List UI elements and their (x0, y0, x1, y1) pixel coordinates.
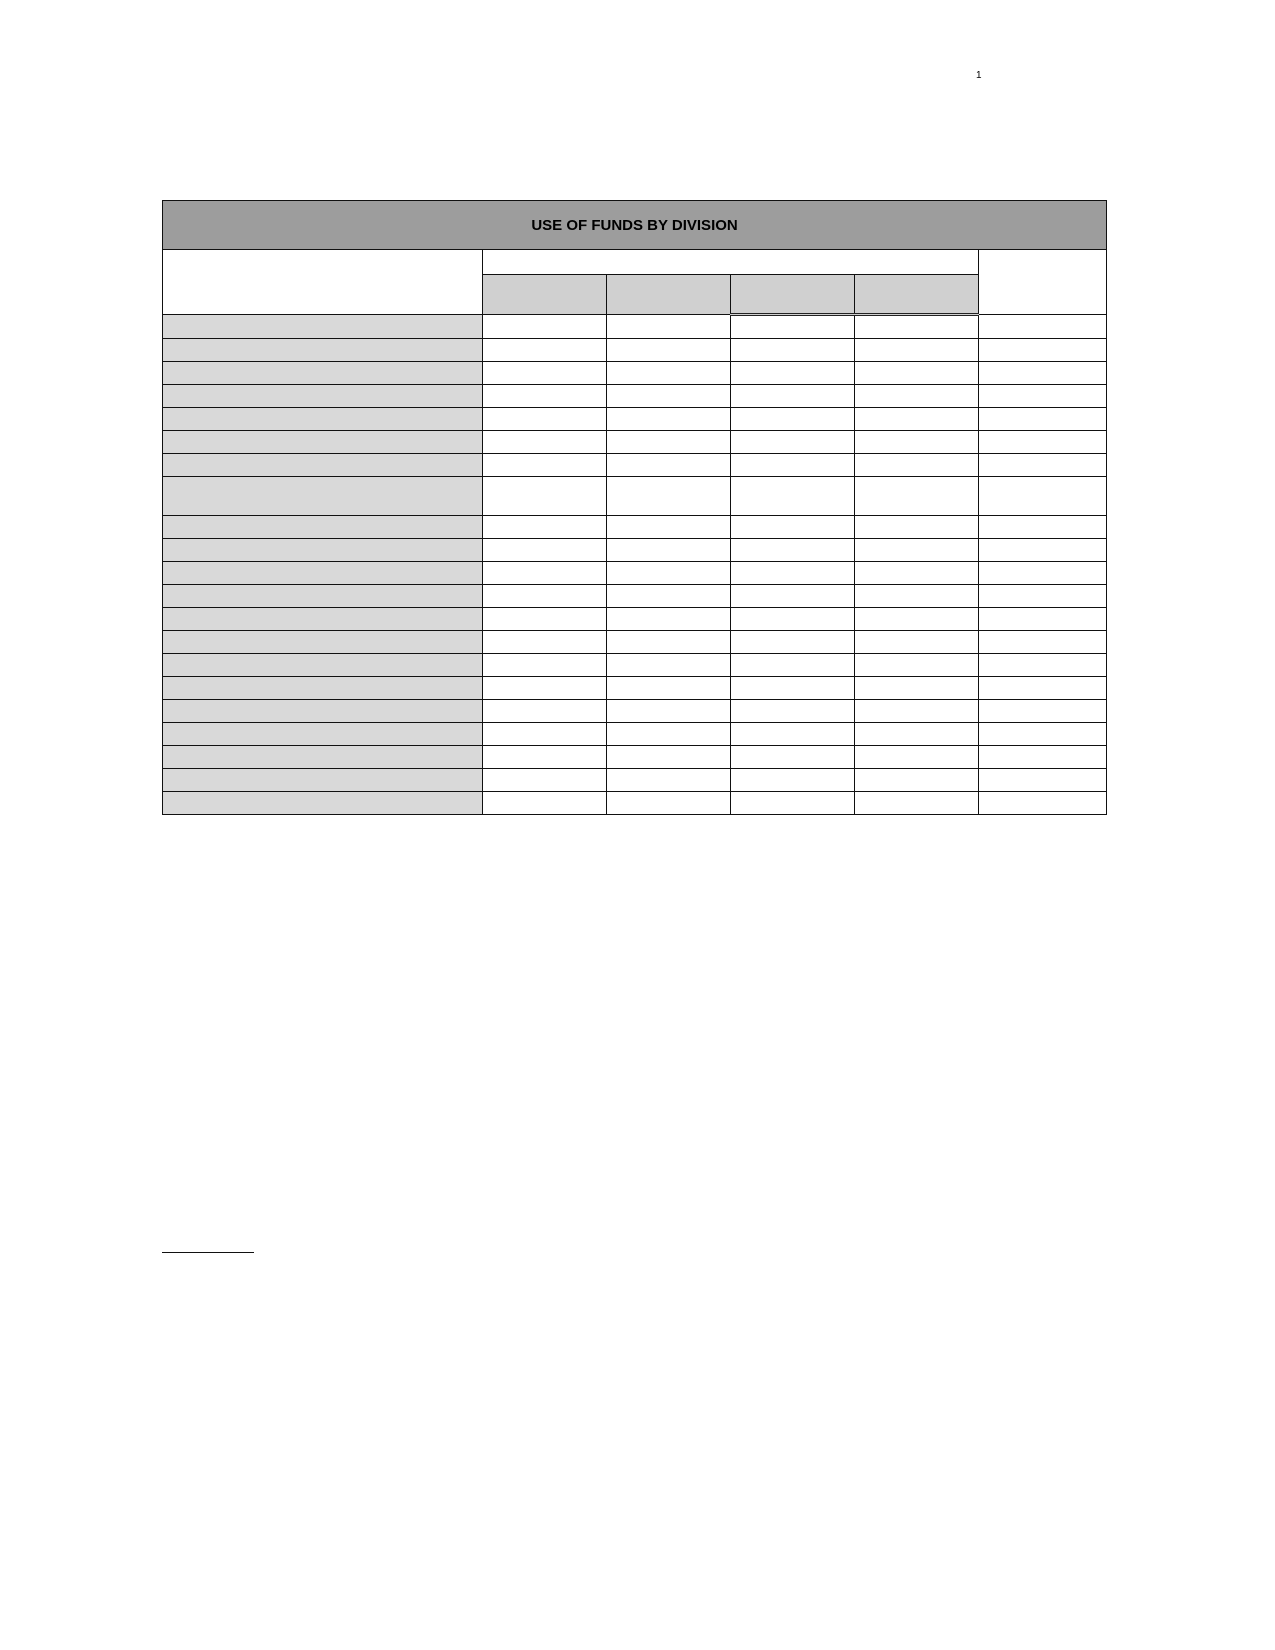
amount-cell (731, 585, 855, 608)
amount-cell (731, 700, 855, 723)
table-row (163, 362, 1107, 385)
amount-cell (855, 769, 979, 792)
amount-cell (979, 385, 1107, 408)
amount-cell (607, 769, 731, 792)
amount-cell (731, 516, 855, 539)
amount-cell (731, 362, 855, 385)
amount-cell (483, 385, 607, 408)
amount-cell (607, 385, 731, 408)
amount-cell (483, 654, 607, 677)
table-row (163, 677, 1107, 700)
division-label-cell (163, 408, 483, 431)
fund-column-header (607, 275, 731, 315)
amount-cell (607, 677, 731, 700)
amount-cell (483, 516, 607, 539)
amount-cell (607, 454, 731, 477)
amount-cell (607, 477, 731, 516)
amount-cell (607, 539, 731, 562)
amount-cell (855, 315, 979, 339)
amount-cell (855, 746, 979, 769)
table-row (163, 585, 1107, 608)
amount-cell (979, 539, 1107, 562)
amount-cell (979, 700, 1107, 723)
table-row (163, 339, 1107, 362)
amount-cell (979, 677, 1107, 700)
table-row (163, 385, 1107, 408)
amount-cell (483, 700, 607, 723)
table-row (163, 562, 1107, 585)
amount-cell (855, 385, 979, 408)
division-label-cell (163, 454, 483, 477)
table-row (163, 477, 1107, 516)
amount-cell (731, 408, 855, 431)
amount-cell (731, 654, 855, 677)
division-label-cell (163, 315, 483, 339)
amount-cell (855, 454, 979, 477)
division-label-cell (163, 539, 483, 562)
footnote-rule (162, 1252, 254, 1253)
division-header-cell (163, 250, 483, 315)
amount-cell (483, 792, 607, 815)
amount-cell (979, 723, 1107, 746)
amount-cell (483, 562, 607, 585)
amount-cell (483, 362, 607, 385)
amount-cell (855, 362, 979, 385)
amount-cell (607, 562, 731, 585)
use-of-funds-table (162, 200, 1107, 815)
amount-cell (979, 431, 1107, 454)
amount-cell (607, 700, 731, 723)
amount-cell (483, 477, 607, 516)
amount-cell (855, 700, 979, 723)
amount-cell (731, 562, 855, 585)
table-row (163, 769, 1107, 792)
amount-cell (483, 454, 607, 477)
amount-cell (979, 454, 1107, 477)
amount-cell (607, 315, 731, 339)
amount-cell (483, 431, 607, 454)
amount-cell (979, 608, 1107, 631)
funding-source-header-cell (483, 250, 979, 275)
amount-cell (855, 562, 979, 585)
amount-cell (731, 477, 855, 516)
amount-cell (979, 792, 1107, 815)
amount-cell (483, 723, 607, 746)
page-number: 1 (976, 70, 982, 81)
table-row (163, 608, 1107, 631)
total-header-cell (979, 250, 1107, 315)
amount-cell (731, 385, 855, 408)
division-label-cell (163, 608, 483, 631)
amount-cell (855, 631, 979, 654)
amount-cell (979, 339, 1107, 362)
table-row (163, 700, 1107, 723)
division-label-cell (163, 631, 483, 654)
division-label-cell (163, 792, 483, 815)
amount-cell (483, 408, 607, 431)
amount-cell (483, 677, 607, 700)
table-row (163, 539, 1107, 562)
division-label-cell (163, 562, 483, 585)
amount-cell (731, 431, 855, 454)
division-label-cell (163, 516, 483, 539)
amount-cell (855, 792, 979, 815)
amount-cell (979, 477, 1107, 516)
table-row (163, 723, 1107, 746)
amount-cell (607, 516, 731, 539)
amount-cell (607, 608, 731, 631)
amount-cell (979, 562, 1107, 585)
amount-cell (855, 408, 979, 431)
division-label-cell (163, 677, 483, 700)
amount-cell (607, 631, 731, 654)
amount-cell (607, 792, 731, 815)
amount-cell (483, 315, 607, 339)
amount-cell (607, 723, 731, 746)
fund-column-header (731, 275, 855, 315)
amount-cell (607, 585, 731, 608)
amount-cell (855, 654, 979, 677)
division-label-cell (163, 385, 483, 408)
amount-cell (731, 539, 855, 562)
division-label-cell (163, 654, 483, 677)
table-row (163, 454, 1107, 477)
amount-cell (483, 769, 607, 792)
amount-cell (483, 746, 607, 769)
amount-cell (731, 723, 855, 746)
amount-cell (483, 608, 607, 631)
amount-cell (855, 723, 979, 746)
amount-cell (483, 585, 607, 608)
amount-cell (979, 631, 1107, 654)
fund-column-header (855, 275, 979, 315)
amount-cell (731, 746, 855, 769)
amount-cell (979, 746, 1107, 769)
amount-cell (731, 631, 855, 654)
amount-cell (483, 539, 607, 562)
division-label-cell (163, 431, 483, 454)
amount-cell (855, 585, 979, 608)
table-row (163, 746, 1107, 769)
amount-cell (607, 408, 731, 431)
table-title: USE OF FUNDS BY DIVISION (163, 201, 1107, 250)
table-row (163, 631, 1107, 654)
amount-cell (731, 454, 855, 477)
amount-cell (607, 654, 731, 677)
amount-cell (855, 539, 979, 562)
amount-cell (731, 677, 855, 700)
division-label-cell (163, 585, 483, 608)
amount-cell (607, 746, 731, 769)
table-row (163, 654, 1107, 677)
table-row (163, 315, 1107, 339)
division-label-cell (163, 769, 483, 792)
table-row (163, 408, 1107, 431)
amount-cell (979, 654, 1107, 677)
division-label-cell (163, 477, 483, 516)
amount-cell (855, 431, 979, 454)
amount-cell (483, 631, 607, 654)
amount-cell (731, 769, 855, 792)
amount-cell (855, 477, 979, 516)
amount-cell (483, 339, 607, 362)
amount-cell (731, 339, 855, 362)
division-label-cell (163, 746, 483, 769)
table-row (163, 792, 1107, 815)
table-body (163, 315, 1107, 815)
amount-cell (855, 339, 979, 362)
division-label-cell (163, 700, 483, 723)
amount-cell (855, 608, 979, 631)
amount-cell (607, 339, 731, 362)
division-label-cell (163, 723, 483, 746)
amount-cell (979, 315, 1107, 339)
amount-cell (979, 585, 1107, 608)
amount-cell (855, 677, 979, 700)
amount-cell (731, 792, 855, 815)
amount-cell (855, 516, 979, 539)
division-label-cell (163, 339, 483, 362)
amount-cell (731, 608, 855, 631)
amount-cell (607, 362, 731, 385)
fund-column-header (483, 275, 607, 315)
division-label-cell (163, 362, 483, 385)
table-row (163, 516, 1107, 539)
amount-cell (979, 408, 1107, 431)
amount-cell (979, 516, 1107, 539)
amount-cell (979, 769, 1107, 792)
amount-cell (731, 315, 855, 339)
amount-cell (979, 362, 1107, 385)
amount-cell (607, 431, 731, 454)
table-row (163, 431, 1107, 454)
